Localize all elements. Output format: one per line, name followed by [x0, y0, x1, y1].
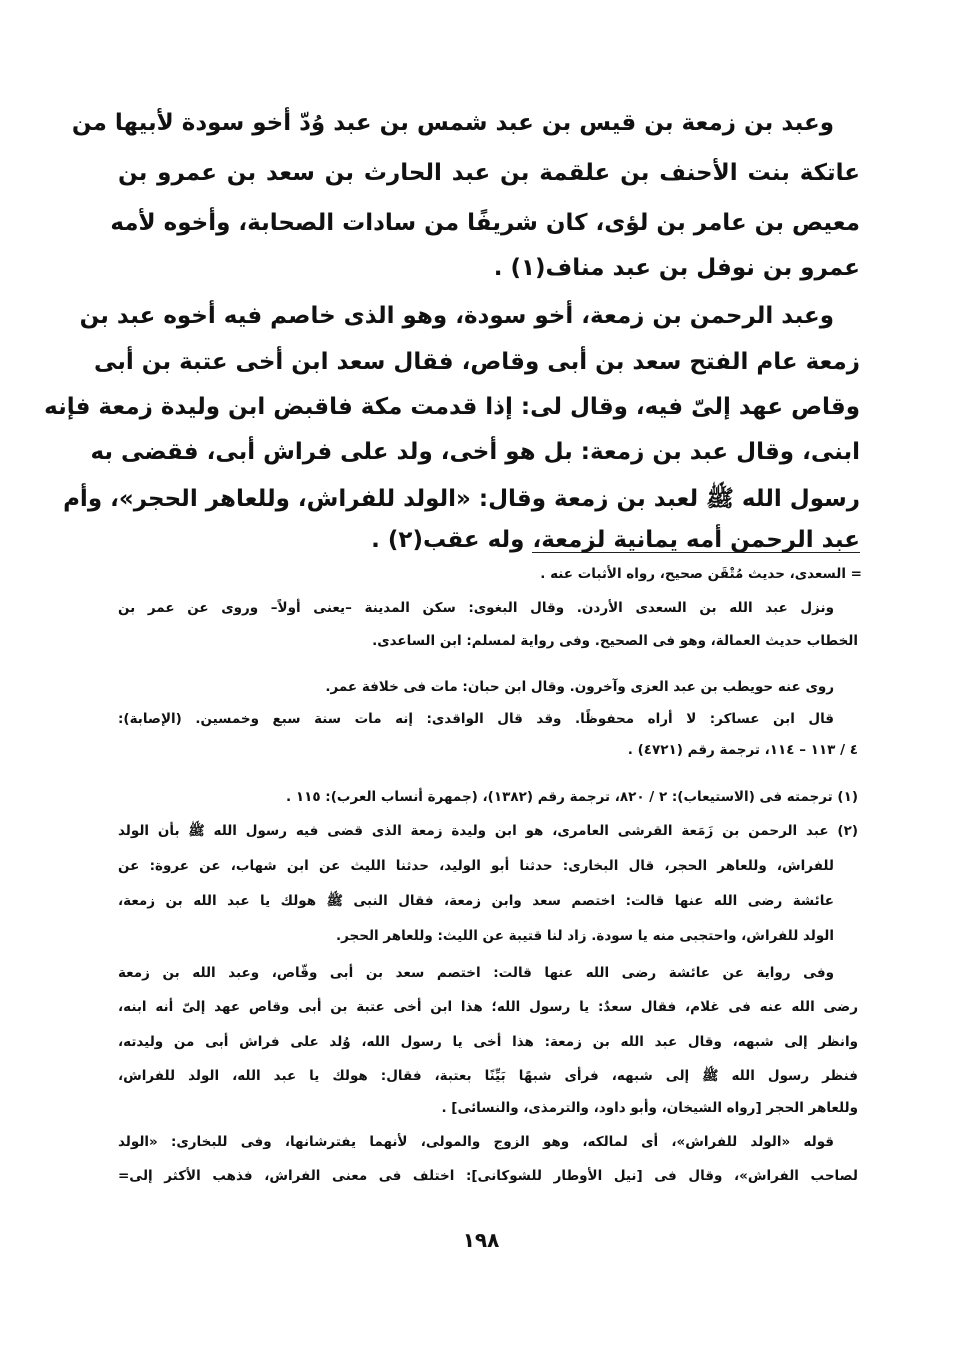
- footnote-line: ٤ / ١١٣ – ١١٤، ترجمة رقم (٤٧٢١) .: [627, 742, 858, 758]
- footnote-2-line: رضى الله عنه فى غلام، فقال سعدٌ: يا رسول الله؛ هذا ابن أخى عتبة بن أبى وقاص عهد إلىّ أنه ابنه،: [118, 999, 858, 1015]
- page-number: ١٩٨: [462, 1228, 500, 1252]
- footnote-line: = السعدى، حديث مُتْقَن صحيح، رواه الأثبات عنه .: [540, 566, 862, 582]
- footnote-line: الخطاب حديث العمالة، وهو فى الصحيح. وفى رواية لمسلم: ابن الساعدى.: [372, 633, 858, 649]
- main-line: وعبد بن زمعة بن قيس بن عبد شمس بن عبد وُدّ أخو سودة لأبيها من: [71, 110, 834, 136]
- footnote-2-line: فنظر رسول الله ﷺ إلى شبهه، فرأى شبهًا بَيِّنًا بعتبة، فقال: هولك يا عبد الله، الولد للفراش،: [118, 1068, 858, 1084]
- footnote-line: قال ابن عساكر: لا أراه محفوظًا. وقد قال الواقدى: إنه مات سنة سبع وخمسين. (الإصابة):: [118, 711, 834, 727]
- main-line: عاتكة بنت الأحنف بن علقمة بن عبد الحارث بن سعد بن عمرو بن: [118, 160, 860, 186]
- main-line: وقاص عهد إلىّ فيه، وقال لى: إذا قدمت مكة فاقبض ابن وليدة زمعة فإنه: [44, 394, 860, 420]
- main-line: ابنى، وقال عبد بن زمعة: بل هو أخى، ولد على فراش أبى، فقضى به: [90, 439, 860, 465]
- footnote-2-line: (٢) عبد الرحمن بن زَمَعة القرشى العامرى، هو ابن وليدة زمعة الذى قضى فيه رسول الله ﷺ بأن الولد: [118, 823, 858, 839]
- footnote-1: (١) ترجمته فى (الاستيعاب): ٢ / ٨٢٠، ترجمة رقم (١٣٨٢)، (جمهرة أنساب العرب): ١١٥ .: [286, 789, 858, 805]
- footnote-2-line: للفراش، وللعاهر الحجر، قال البخارى: حدثنا أبو الوليد، حدثنا الليث عن ابن شهاب، عن عروة: عن: [118, 858, 834, 874]
- main-line: وعبد الرحمن بن زمعة، أخو سودة، وهو الذى خاصم فيه أخوه عبد بن: [79, 303, 834, 329]
- footnote-2-line: وللعاهر الحجر [رواه الشيخان، وأبو داود، والترمذى، والنسائى] .: [441, 1100, 858, 1116]
- footnote-2-line: وفى رواية عن عائشة رضى الله عنها قالت: اختصم سعد بن أبى وقّاص، وعبد الله بن زمعة: [118, 965, 834, 981]
- footnote-line: ونزل عبد الله بن السعدى الأردن. وقال البغوى: سكن المدينة –يعنى أولاً– وروى عن عمر بن: [118, 600, 834, 616]
- footnote-line: روى عنه حويطب بن عبد العزى وآخرون. وقال ابن حبان: مات فى خلافة عمر.: [325, 679, 834, 695]
- main-line: معيص بن عامر بن لؤى، كان شريفًا من سادات الصحابة، وأخوه لأمه: [110, 210, 860, 236]
- footnote-2-line: وانظر إلى شبهه، وقال عبد الله بن زمعة: هذا أخى يا رسول الله، وُلد على فراش أبى من وليدته،: [118, 1034, 858, 1050]
- footnote-2-line: الولد للفراش، واحتجبى منه يا سودة. زاد لنا قتيبة عن الليث: وللعاهر الحجر.: [335, 928, 834, 944]
- footnote-2-line: لصاحب الفراش»، وقال فى [نيل الأوطار للشوكانى]: اختلف فى معنى الفراش، فذهب الأكثر إلى=: [118, 1168, 858, 1184]
- main-line: عبد الرحمن أمه يمانية لزمعة، وله عقب(٢) .: [371, 527, 860, 553]
- main-line: عمرو بن نوفل بن عبد مناف(١) .: [493, 255, 860, 281]
- main-line: رسول الله ﷺ لعبد بن زمعة وقال: «الولد للفراش، وللعاهر الحجر»، وأم: [63, 486, 860, 512]
- footnote-separator: [532, 552, 860, 553]
- main-line: زمعة عام الفتح سعد بن أبى وقاص، فقال سعد ابن أخى عتبة بن أبى: [93, 349, 860, 375]
- footnote-2-line: قوله «الولد للفراش»، أى لمالكه، وهو الزوج والمولى، لأنهما يفترشانها، وفى للبخارى: «الولد: [118, 1134, 834, 1150]
- footnote-2-line: عائشة رضى الله عنها قالت: اختصم سعد وابن زمعة، فقال النبى ﷺ هولك يا عبد الله بن زمعة،: [118, 893, 834, 909]
